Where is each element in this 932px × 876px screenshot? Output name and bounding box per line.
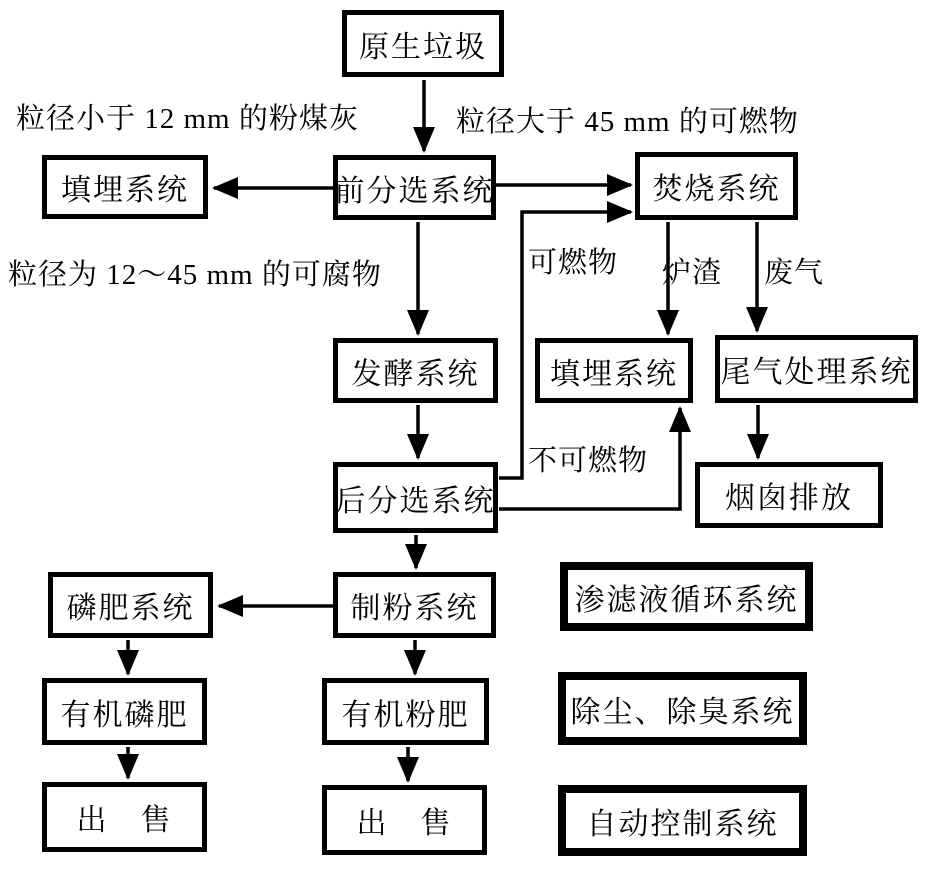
node-landfill-1: 填埋系统	[42, 155, 208, 219]
node-organic-powder: 有机粉肥	[322, 678, 489, 745]
edge-label-slag: 炉渣	[662, 257, 723, 289]
node-milling-system: 制粉系统	[333, 572, 496, 638]
node-incineration: 焚烧系统	[635, 152, 798, 220]
node-landfill-2: 填埋系统	[535, 338, 693, 403]
node-tail-gas-treatment: 尾气处理系统	[715, 335, 918, 403]
node-dedust-deodorize: 除尘、除臭系统	[558, 672, 807, 745]
node-organic-phosphate: 有机磷肥	[42, 678, 207, 745]
node-auto-control: 自动控制系统	[558, 785, 807, 856]
node-sale-right: 出 售	[322, 785, 487, 855]
edge-label-perishable: 粒径为 12～45 mm 的可腐物	[8, 259, 382, 291]
edge-label-waste-gas: 废气	[764, 257, 825, 289]
node-fermentation: 发酵系统	[333, 338, 498, 403]
edge-label-non-combustible: 不可燃物	[528, 445, 649, 477]
node-raw-waste: 原生垃圾	[342, 10, 504, 77]
node-pre-sorting: 前分选系统	[333, 155, 496, 220]
node-sale-left: 出 售	[42, 782, 207, 852]
node-phosphate-system: 磷肥系统	[48, 572, 213, 638]
node-post-sorting: 后分选系统	[333, 462, 498, 533]
edge-label-combustible: 可燃物	[528, 247, 619, 279]
edge-label-combustible-large: 粒径大于 45 mm 的可燃物	[456, 106, 799, 138]
edge-label-fly-ash: 粒径小于 12 mm 的粉煤灰	[16, 103, 359, 135]
node-chimney-discharge: 烟囱排放	[695, 462, 883, 528]
node-leachate-circulation: 渗滤液循环系统	[560, 562, 813, 631]
